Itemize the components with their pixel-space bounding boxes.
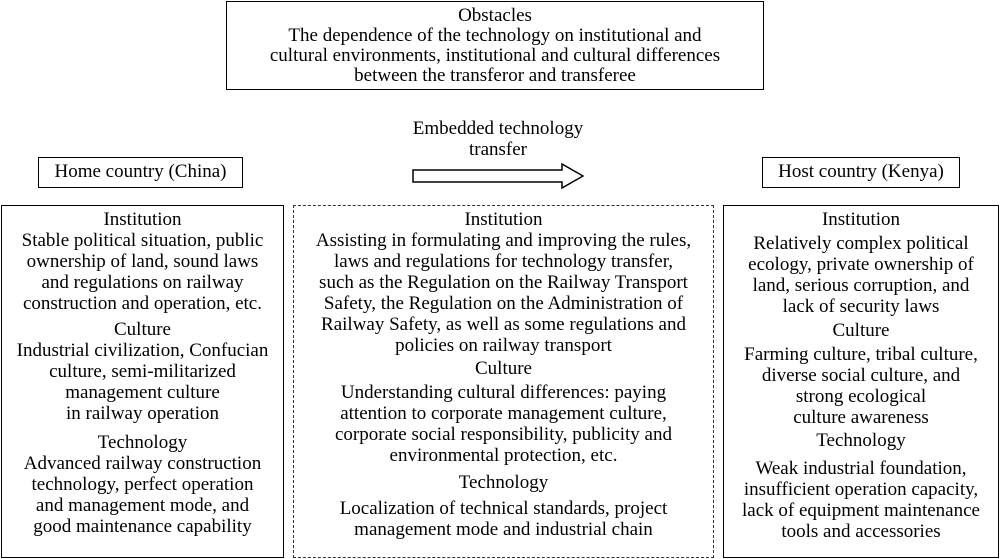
culture-line: corporate social responsibility, publicity and [335, 424, 672, 445]
culture-line: Farming culture, tribal culture, [744, 344, 978, 365]
institution-line: lack of security laws [782, 296, 940, 317]
technology-line: lack of equipment maintenance [742, 500, 980, 521]
obstacles-line: between the transferor and transferee [354, 65, 636, 86]
home-country-label: Home country (China) [38, 157, 243, 188]
institution-heading: Institution [821, 209, 901, 230]
culture-line: management culture [65, 382, 220, 403]
institution-line: ecology, private ownership of [748, 254, 974, 275]
culture-line: culture, semi-militarized [49, 361, 236, 382]
technology-line: management mode and industrial chain [354, 519, 653, 540]
technology-line: insufficient operation capacity, [743, 479, 979, 500]
culture-heading: Culture [832, 320, 890, 341]
home-country-panel [1, 205, 284, 558]
transfer-arrow-icon [412, 163, 584, 189]
institution-line: Safety, the Regulation on the Administration of [323, 293, 684, 314]
institution-line: land, serious corruption, and [752, 275, 970, 296]
technology-line: good maintenance capability [33, 516, 252, 537]
culture-line: in railway operation [65, 403, 219, 424]
technology-line: and management mode, and [35, 495, 250, 516]
transfer-label [380, 118, 616, 160]
technology-line: Weak industrial foundation, [755, 458, 967, 479]
culture-line: Industrial civilization, Confucian [16, 340, 269, 361]
culture-line: environmental protection, etc. [389, 445, 618, 466]
technology-heading: Technology [97, 432, 188, 453]
culture-line: attention to corporate management culture, [340, 403, 667, 424]
obstacles-line: cultural environments, institutional and cultural differences [269, 45, 721, 66]
culture-line: Understanding cultural differences: paying [340, 382, 667, 403]
institution-line: Stable political situation, public [21, 230, 264, 251]
institution-line: Railway Safety, as well as some regulations and [321, 314, 686, 335]
culture-heading: Culture [475, 358, 532, 379]
institution-line: policies on railway transport [395, 335, 612, 356]
institution-line: laws and regulations for technology transfer, [333, 251, 674, 272]
transfer-content-panel [293, 205, 714, 558]
culture-line: diverse social culture, and [761, 365, 961, 386]
institution-line: ownership of land, sound laws [26, 251, 259, 272]
transfer-label-line: Embedded technology [412, 118, 584, 139]
institution-heading: Institution [103, 209, 182, 230]
transfer-label-line: transfer [468, 139, 528, 160]
institution-heading: Institution [464, 209, 543, 230]
host-country-label: Host country (Kenya) [762, 157, 960, 188]
technology-line: tools and accessories [781, 521, 941, 542]
technology-line: technology, perfect operation [31, 474, 254, 495]
institution-line: and regulations on railway [41, 272, 244, 293]
technology-line: Localization of technical standards, project [339, 498, 668, 519]
obstacles-title: Obstacles [458, 5, 532, 26]
obstacles-box [226, 1, 764, 90]
culture-heading: Culture [114, 319, 171, 340]
host-country-panel [723, 205, 999, 558]
institution-line: Assisting in formulating and improving the rules, [315, 230, 692, 251]
technology-heading: Technology [816, 430, 906, 451]
culture-line: culture awareness [793, 407, 929, 428]
institution-line: such as the Regulation on the Railway Transport [319, 272, 688, 293]
culture-line: strong ecological [795, 386, 927, 407]
technology-heading: Technology [458, 472, 549, 493]
institution-line: construction and operation, etc. [22, 293, 262, 314]
technology-line: Advanced railway construction [23, 453, 262, 474]
institution-line: Relatively complex political [753, 233, 969, 254]
obstacles-line: The dependence of the technology on institutional and [288, 25, 702, 46]
